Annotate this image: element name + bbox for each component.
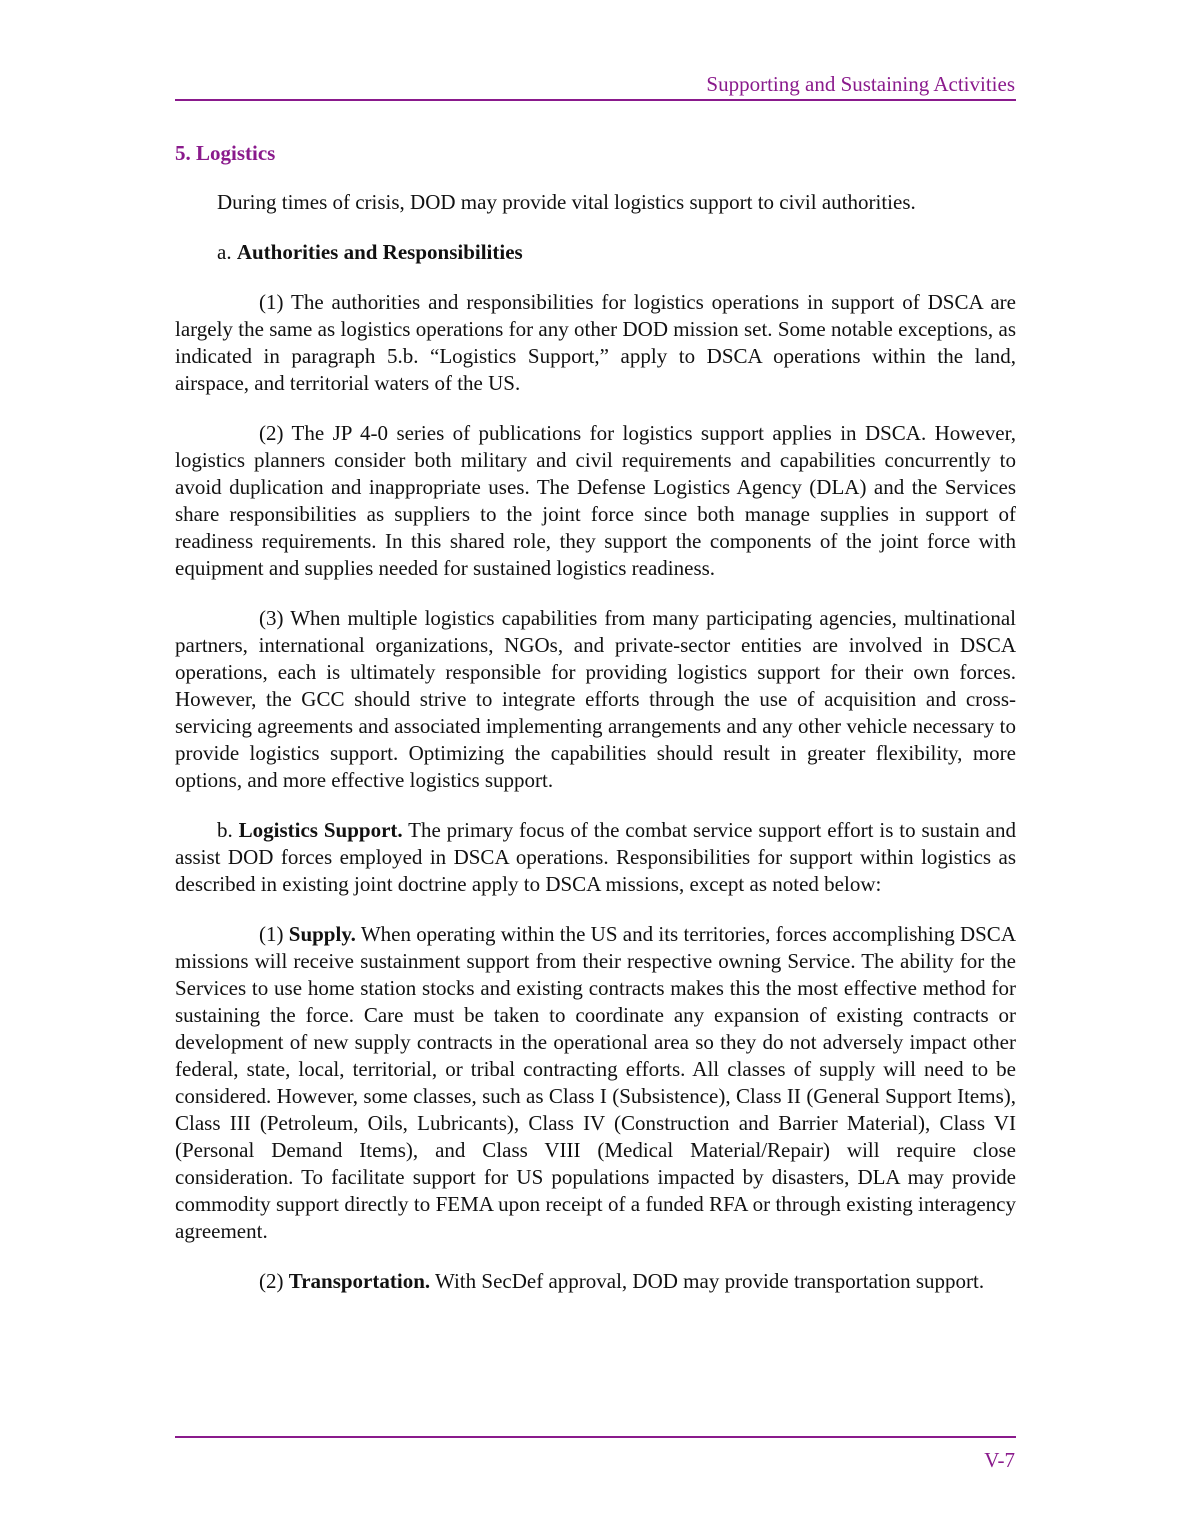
- page-number: V-7: [984, 1448, 1015, 1472]
- subsection-b-paragraph: [175, 817, 1016, 898]
- subsection-b-title: Logistics Support.: [238, 818, 403, 842]
- transport-prefix: (2): [259, 1269, 289, 1293]
- subsection-a-prefix: a.: [217, 240, 237, 264]
- supply-text: When operating within the US and its territories, forces accomplishing DSCA missions will receive sustainment support from their respective owning Service. The ability for the Services to use home station stocks and existing contracts makes this the most effective method for sustaining the force. Care must be taken to coordinate any expansion of existing contracts or development of new supply contracts in the operational area so they do not adversely impact other federal, state, local, territorial, or tribal contracting efforts. All classes of supply will need to be considered. However, some classes, such as Class I (Subsistence), Class II (General Support Items), Class III (Petroleum, Oils, Lubricants), Class IV (Construction and Barrier Material), Class VI (Personal Demand Items), and Class VIII (Medical Material/Repair) will require close consideration. To facilitate support for US populations impacted by disasters, DLA may provide commodity support directly to FEMA upon receipt of a funded RFA or through existing interagency agreement.: [175, 922, 1016, 1243]
- page-body: [175, 140, 1016, 1318]
- subsection-b-text: The primary focus of the combat service support effort is to sustain and assist DOD forces employed in DSCA operations. Responsibilities for support within logistics as described in existing joint doctrine apply to DSCA missions, except as noted below:: [175, 818, 1017, 896]
- running-header: Supporting and Sustaining Activities: [706, 72, 1015, 96]
- paragraph-a1: (1) The authorities and responsibilities for logistics operations in support of DSCA are largely the same as logistics operations for any other DOD mission set. Some notable exceptions, as indicated in paragraph 5.b. “Logistics Support,” apply to DSCA operations within the land, airspace, and territorial waters of the US.: [175, 290, 1016, 395]
- paragraph-a3: (3) When multiple logistics capabilities from many participating agencies, multinational partners, international organizations, NGOs, and private-sector entities are involved in DSCA operations, each is ultimately responsible for providing logistics support for their own forces. However, the GCC should strive to integrate efforts through the use of acquisition and cross-servicing agreements and associated implementing arrangements and any other vehicle necessary to provide logistics support. Optimizing the capabilities should result in greater flexibility, more options, and more effective logistics support.: [175, 606, 1016, 792]
- supply-prefix: (1): [259, 922, 289, 946]
- paragraph-b2-transportation: [175, 1268, 1016, 1295]
- section-title: 5. Logistics: [175, 141, 276, 165]
- subsection-a-title: Authorities and Responsibilities: [236, 240, 523, 264]
- subsection-a-heading: [175, 239, 1016, 266]
- header-rule: [175, 99, 1016, 101]
- paragraph-b1-supply: [175, 921, 1016, 1245]
- subsection-b-prefix: b.: [217, 818, 239, 842]
- supply-title: Supply.: [288, 922, 356, 946]
- paragraph-a2: (2) The JP 4-0 series of publications for logistics support applies in DSCA. However, logistics planners consider both military and civil requirements and capabilities concurrently to avoid duplication and inappropriate uses. The Defense Logistics Agency (DLA) and the Services share responsibilities as suppliers to the joint force since both manage supplies in support of readiness requirements. In this shared role, they support the components of the joint force with equipment and supplies needed for sustained logistics readiness.: [175, 421, 1016, 580]
- transport-title: Transportation.: [288, 1269, 431, 1293]
- transport-text: With SecDef approval, DOD may provide transportation support.: [430, 1269, 985, 1293]
- footer-rule: [175, 1436, 1016, 1438]
- intro-paragraph: During times of crisis, DOD may provide vital logistics support to civil authorities.: [217, 190, 916, 214]
